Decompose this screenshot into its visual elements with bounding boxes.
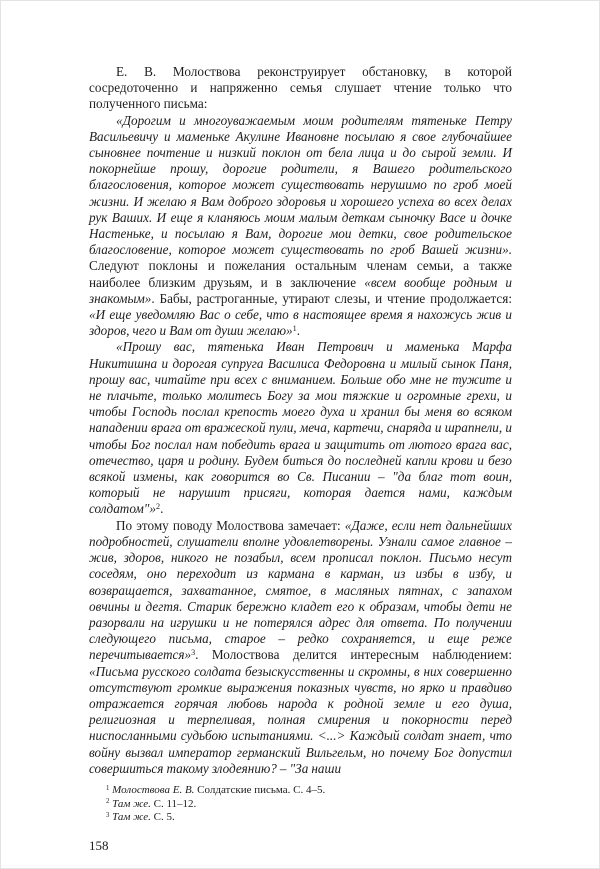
footnote-ref-3: 3: [191, 648, 196, 658]
footnote-source: Молоствова Е. В.: [112, 783, 195, 796]
footnote-ref-2: 2: [155, 502, 161, 512]
footnote-1: [89, 784, 512, 798]
footnote-marker: 3: [106, 811, 110, 819]
page-body-text: [89, 64, 512, 777]
paragraph-letter-quote-1: [89, 113, 512, 340]
footnote-source: Там же.: [112, 797, 151, 810]
footnote-2: [89, 798, 512, 812]
quote-run: «Дорогим и многоуважаемым моим родителям тятеньке Петру Васильевичу и маменьке Акулине Ивановне посылаю я свое глубочайшее сыновнее почтение и низкий поклон от бела лица и до сырой земли. И покорнейше прошу, дорогие родители, я Вашего родительского благословения, которое может существовать нерушимо по гроб моей жизни. И желаю я Вам доброго здоровья и хорошего успеха во всех делах рук Ваших. И еще я кланяюсь моим малым деткам сыночку Васе и дочке Настеньке, и посылаю я Вам, дорогие мои детки, свое родительское благословение, которое может существовать по гроб Вашей жизни».: [89, 112, 512, 258]
footnote-marker: 1: [106, 784, 110, 792]
footnotes-block: [89, 784, 512, 825]
footnote-text: Солдатские письма. С. 4–5.: [194, 783, 326, 796]
quote-run: «всем вообще родным и знакомым»: [89, 274, 513, 306]
footnote-ref-1: 1: [292, 324, 297, 334]
footnote-3: [89, 811, 512, 825]
text-run: Следуют поклоны и пожелания остальным членам семьи, а также наиболее близким друзьям, и в заключение: [89, 258, 512, 290]
quote-run: «Письма русского солдата безыскусственны и скромны, в них совершенно отсутствуют громкие выражения показных чувств, но ярко и правдиво отражается горячая любовь народа к родной земле и его душа, религиозная и терпеливая, полная смирения и покорности перед ниспосланными судьбою испытаниями. <...> Каждый солдат знает, что войну вызвал император германский Вильгельм, но почему Бог допустил совершиться такому злодеянию? – "За наши: [89, 663, 512, 776]
text-run: . Молоствова делится интересным наблюдением:: [195, 647, 512, 663]
footnote-source: Там же.: [112, 811, 151, 824]
page-number: 158: [89, 837, 109, 853]
text-run: .: [296, 323, 300, 339]
quote-run: «И еще уведомляю Вас о себе, что в настоящее время я нахожусь жив и здоров, чего и Вам от души желаю»: [89, 307, 512, 339]
text-run: Е. В. Молоствова реконструирует обстановку, в которой сосредоточенно и напряженно семья слушает чтение только что полученного письма:: [89, 64, 512, 112]
text-run: По этому поводу Молоствова замечает:: [116, 517, 345, 533]
quote-run: «Прошу вас, тятенька Иван Петрович и маменька Марфа Никитишна и дорогая супруга Василиса Федоровна и милый сынок Паня, прошу вас, читайте при всех с вниманием. Больше обо мне не тужите и не плачьте, только молитесь Богу за мои тяжкие и огромные грехи, и чтобы Господь послал крепость моего духа и хранил бы меня во всяком нападении врага от вражеской пули, меча, картечи, снаряда и шрапнели, и чтобы Бог послал нам победить врага и защитить от лютого врага вас, отечество, царя и родину. Будем биться до последней капли крови и безо всякой измены, как говорится во Св. Писании – "да благ тот воин, который не нарушит присяги, которая дается нами, каждым солдатом"»: [89, 339, 512, 517]
text-run: .: [160, 501, 164, 517]
paragraph-commentary: [89, 518, 512, 777]
footnote-text: С. 5.: [150, 811, 175, 824]
text-run: . Бабы, растроганные, утирают слезы, и чтение продолжается:: [151, 290, 512, 306]
paragraph-letter-quote-2: [89, 339, 512, 517]
footnote-marker: 2: [106, 798, 110, 806]
footnote-text: С. 11–12.: [150, 797, 197, 810]
paragraph-intro: [89, 64, 512, 113]
quote-run: «Даже, если нет дальнейших подробностей, слушатели вполне удовлетворены. Узнали самое главное – жив, здоров, никого не позабыл, всем прописал поклон. Письмо несут соседям, оно переходит из кармана в карман, из избы в избу, и возвращается, захватанное, смятое, в масляных пятнах, с запахом овчины и дегтя. Старик бережно кладет его к образам, чтобы дети не разорвали на игрушки и не потерялся адрес для ответа. По получении следующего письма, старое – редко сохраняется, и еще реже перечитывается»: [89, 517, 512, 663]
